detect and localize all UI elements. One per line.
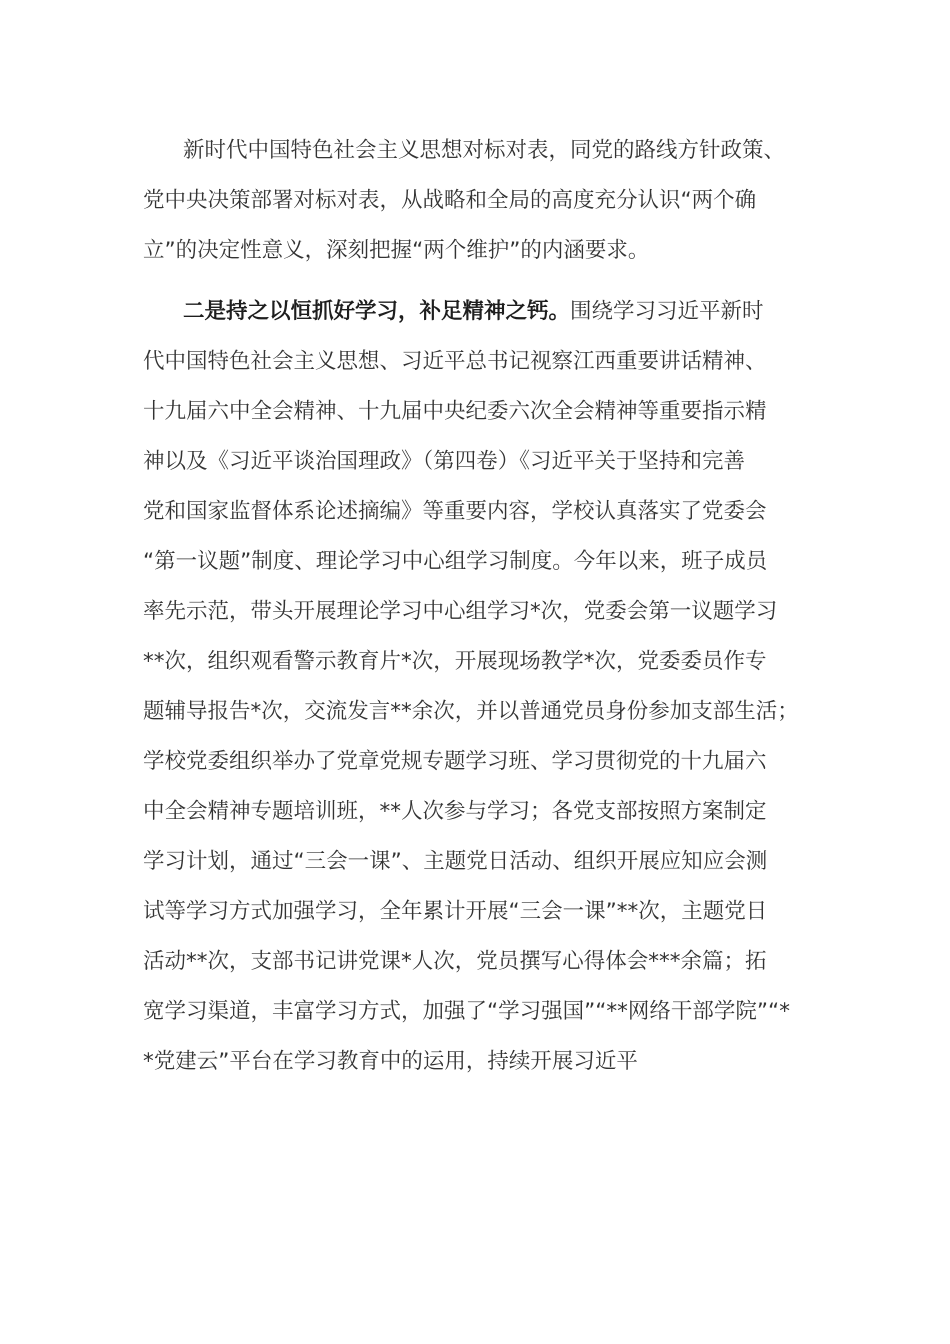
paragraph-2-line-11: 中全会精神专题培训班，**人次参与学习；各党支部按照方案制定 (143, 799, 767, 824)
paragraph-2-line-14: 活动**次，支部书记讲党课*人次，党员撰写心得体会***余篇；拓 (143, 949, 767, 974)
paragraph-1-line-3: 立”的决定性意义，深刻把握“两个维护”的内涵要求。 (143, 238, 650, 263)
paragraph-2-first-line-text: 围绕学习习近平新时 (570, 299, 764, 324)
paragraph-2-line-13: 试等学习方式加强学习，全年累计开展“三会一课”**次，主题党日 (143, 899, 768, 924)
paragraph-2-line-2: 代中国特色社会主义思想、习近平总书记视察江西重要讲话精神、 (143, 349, 767, 374)
paragraph-2-line-1 (183, 287, 843, 337)
paragraph-1-line-1: 新时代中国特色社会主义思想对标对表，同党的路线方针政策、 (183, 138, 786, 163)
paragraph-2-line-12: 学习计划，通过“三会一课”、主题党日活动、组织开展应知应会测 (143, 849, 768, 874)
paragraph-2-line-9: 题辅导报告*次，交流发言**余次，并以普通党员身份参加支部生活； (143, 699, 799, 724)
paragraph-2-line-5: 党和国家监督体系论述摘编》等重要内容，学校认真落实了党委会 (143, 499, 767, 524)
paragraph-2-line-8: **次，组织观看警示教育片*次，开展现场教学*次，党委委员作专 (143, 649, 767, 674)
paragraph-1-line-2: 党中央决策部署对标对表，从战略和全局的高度充分认识“两个确 (143, 188, 757, 213)
paragraph-2-line-16: *党建云”平台在学习教育中的运用，持续开展习近平 (143, 1049, 638, 1074)
paragraph-2-line-10: 学校党委组织举办了党章党规专题学习班、学习贯彻党的十九届六 (143, 749, 767, 774)
paragraph-2-line-6: “第一议题”制度、理论学习中心组学习制度。今年以来，班子成员 (143, 549, 768, 574)
paragraph-2-line-7: 率先示范，带头开展理论学习中心组学习*次，党委会第一议题学习 (143, 599, 778, 624)
paragraph-2-line-3: 十九届六中全会精神、十九届中央纪委六次全会精神等重要指示精 (143, 399, 767, 424)
paragraph-2-line-15: 宽学习渠道，丰富学习方式，加强了“学习强国”“**网络干部学院”“* (143, 999, 790, 1024)
paragraph-2-line-4: 神以及《习近平谈治国理政》（第四卷）《习近平关于坚持和完善 (143, 449, 746, 474)
paragraph-2-heading: 二是持之以恒抓好学习，补足精神之钙。 (183, 299, 571, 324)
